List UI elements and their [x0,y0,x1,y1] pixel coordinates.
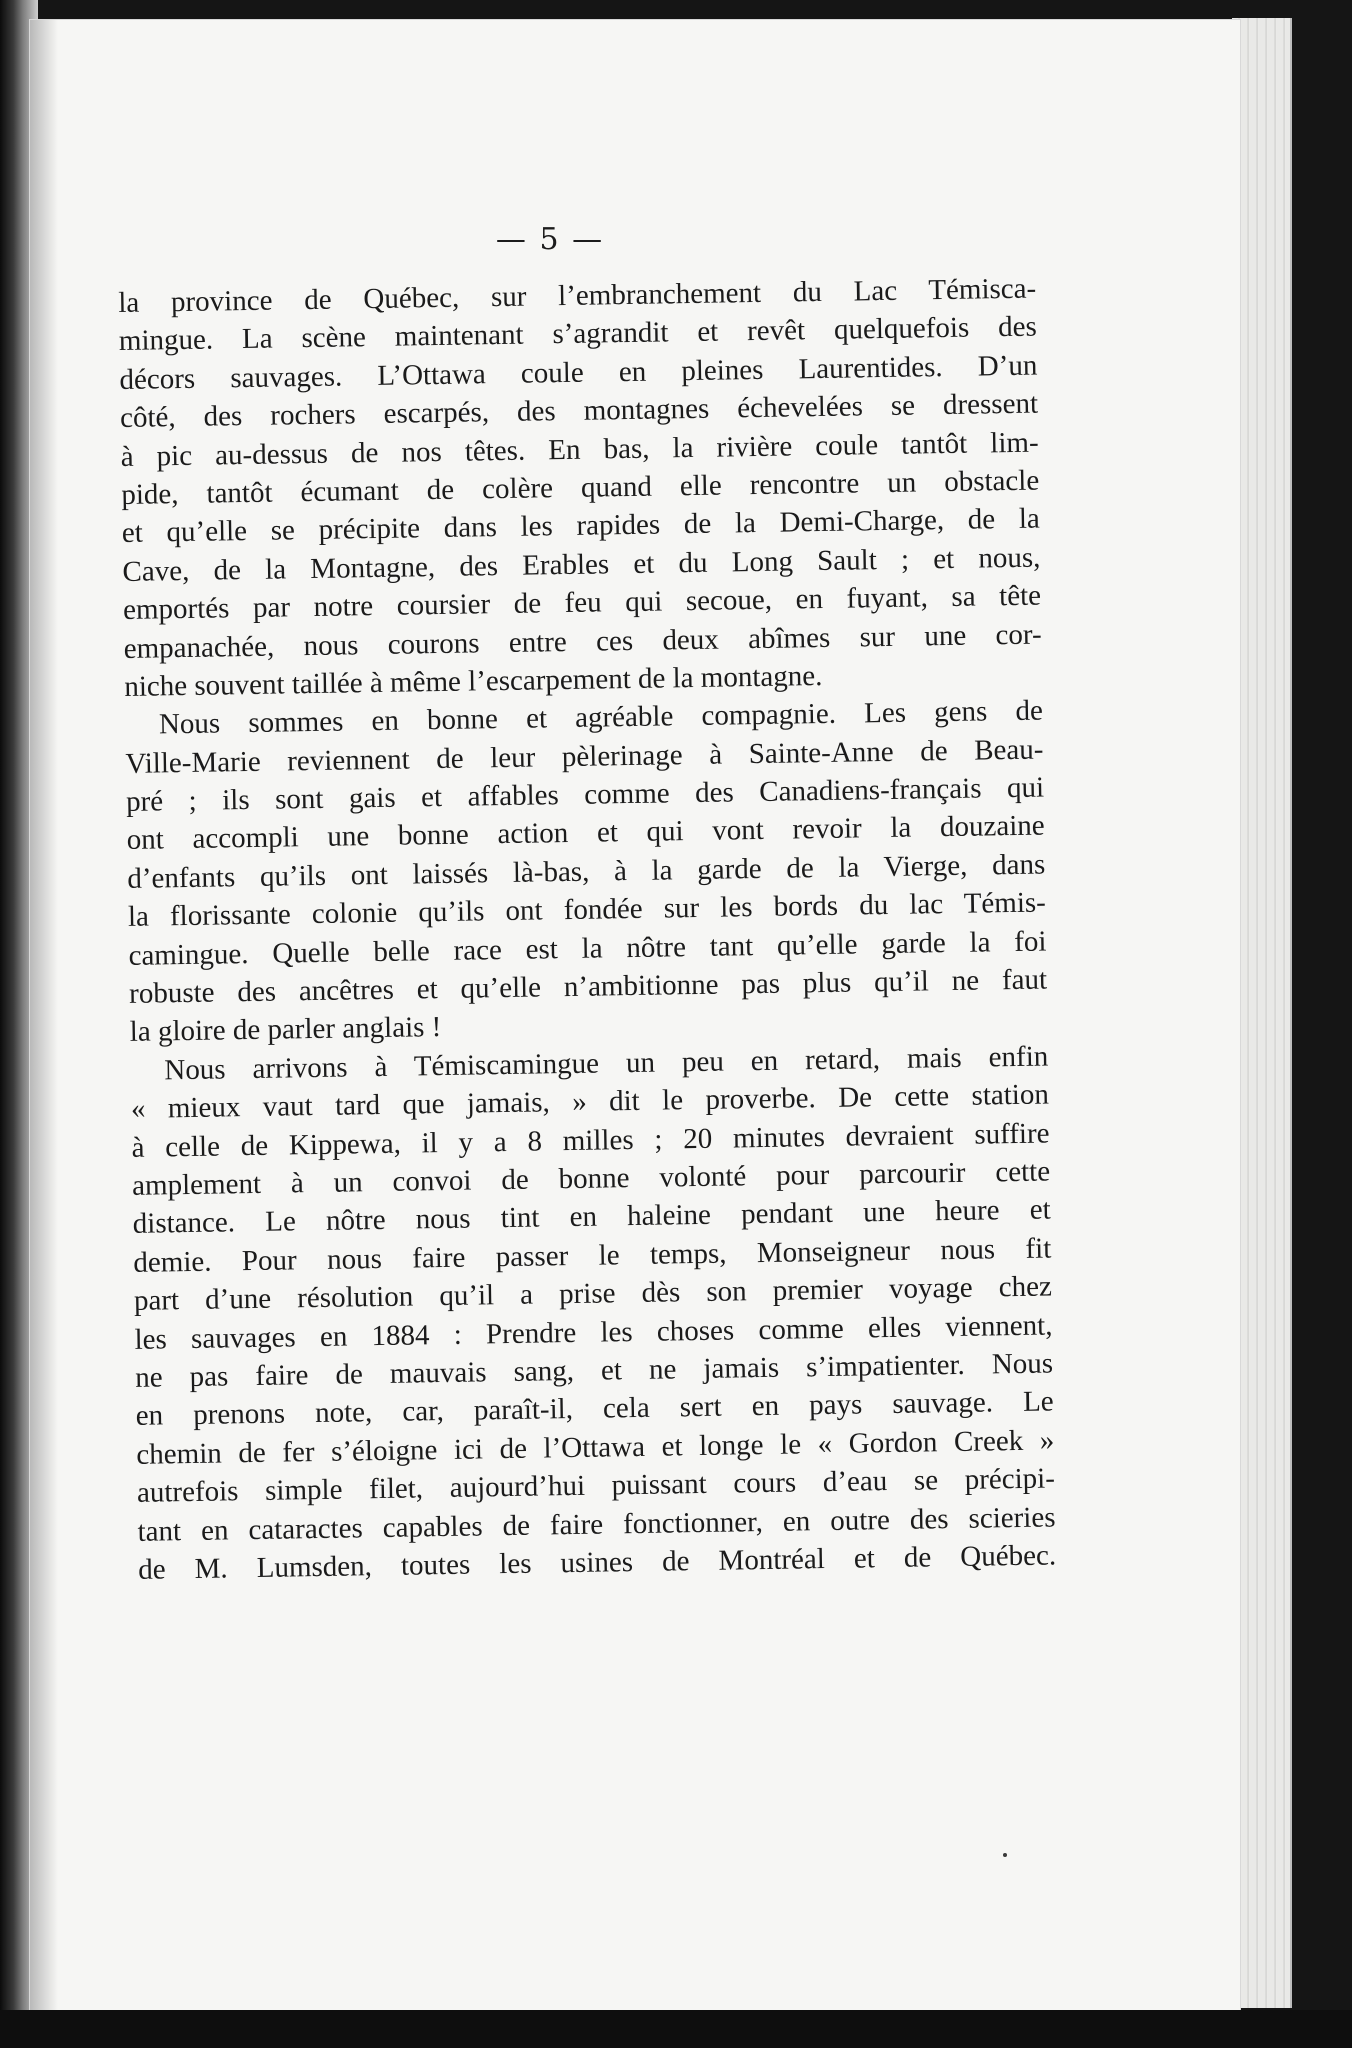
text-line: Cave, de la Montagne, des Erables et du Long Sault ; et nous, [122,541,1041,588]
text-line: la gloire de parler anglais ! [129,1011,442,1049]
text-line: demie. Pour nous faire passer le temps, Monseigneur nous fit [133,1232,1052,1279]
paragraph-start-line: Nous sommes en bonne et agréable compagnie. Les gens de [158,694,1044,741]
text-line: Ville-Marie reviennent de leur pèlerinage à Sainte-Anne de Beau- [125,733,1044,780]
scan-bottom-edge [0,2010,1352,2048]
text-line: robuste des ancêtres et qu’elle n’ambitionne pas plus qu’il ne faut [128,963,1048,1010]
page-edge-stack [1232,18,1292,2008]
text-line: la province de Québec, sur l’embranchement du Lac Témisca- [118,272,1037,319]
text-line: mingue. La scène maintenant s’agrandit et revêt quelquefois des [118,310,1038,358]
text-line: tant en cataractes capables de faire fonctionner, en outre des scieries [137,1500,1056,1548]
text-line: en prenons note, car, paraît-il, cela sert en pays sauvage. Le [135,1385,1054,1433]
body-text [118,270,1056,1590]
text-line: et qu’elle se précipite dans les rapides de la Demi-Charge, de la [121,502,1041,550]
ink-speck [1003,1853,1007,1857]
page-number: — 5 — [495,222,605,257]
text-line: chemin de fer s’éloigne ici de l’Ottawa et longe le « Gordon Creek » [136,1424,1055,1471]
text-line: camingue. Quelle belle race est la nôtre tant qu’elle garde la foi [128,925,1047,972]
text-line: niche souvent taillée à même l’escarpement de la montagne. [124,659,823,703]
text-line: décors sauvages. L’Ottawa coule en pleines Laurentides. D’un [119,349,1038,396]
text-line: de M. Lumsden, toutes les usines de Montréal et de Québec. [137,1539,1057,1586]
text-line: part d’une résolution qu’il a prise dès son premier voyage chez [133,1270,1053,1318]
text-line: ont accompli une bonne action et qui vont revoir la douzaine [126,809,1045,857]
text-line: pré ; ils sont gais et affables comme des Canadiens-français qui [125,771,1045,819]
text-line: à celle de Kippewa, il y a 8 milles ; 20 minutes devraient suffire [131,1117,1050,1164]
text-line: à pic au-dessus de nos têtes. En bas, la rivière coule tantôt lim- [120,426,1039,473]
text-line: distance. Le nôtre nous tint en haleine pendant une heure et [132,1193,1051,1241]
text-line: les sauvages en 1884 : Prendre les choses comme elles viennent, [134,1308,1053,1356]
gutter-shadow [30,20,58,2010]
text-line: amplement à un convoi de bonne volonté pour parcourir cette [131,1155,1051,1202]
text-line: d’enfants qu’ils ont laissés là-bas, à la garde de la Vierge, dans [127,848,1046,895]
text-line: empanachée, nous courons entre ces deux abîmes sur une cor- [123,618,1042,665]
text-line: côté, des rochers escarpés, des montagnes échevelées se dressent [119,387,1039,435]
text-line: emportés par notre coursier de feu qui secoue, en fuyant, sa tête [122,579,1042,627]
text-line: la florissante colonie qu’ils ont fondée sur les bords du lac Témis- [127,886,1047,934]
text-line: autrefois simple filet, aujourd’hui puissant cours d’eau se précipi- [136,1462,1056,1509]
paragraph-start-line: Nous arrivons à Témiscamingue un peu en retard, mais enfin [164,1040,1049,1087]
text-line: « mieux vaut tard que jamais, » dit le proverbe. De cette station [130,1078,1050,1126]
text-line: ne pas faire de mauvais sang, et ne jamais s’impatienter. Nous [134,1347,1054,1394]
text-line: pide, tantôt écumant de colère quand elle rencontre un obstacle [121,464,1040,511]
